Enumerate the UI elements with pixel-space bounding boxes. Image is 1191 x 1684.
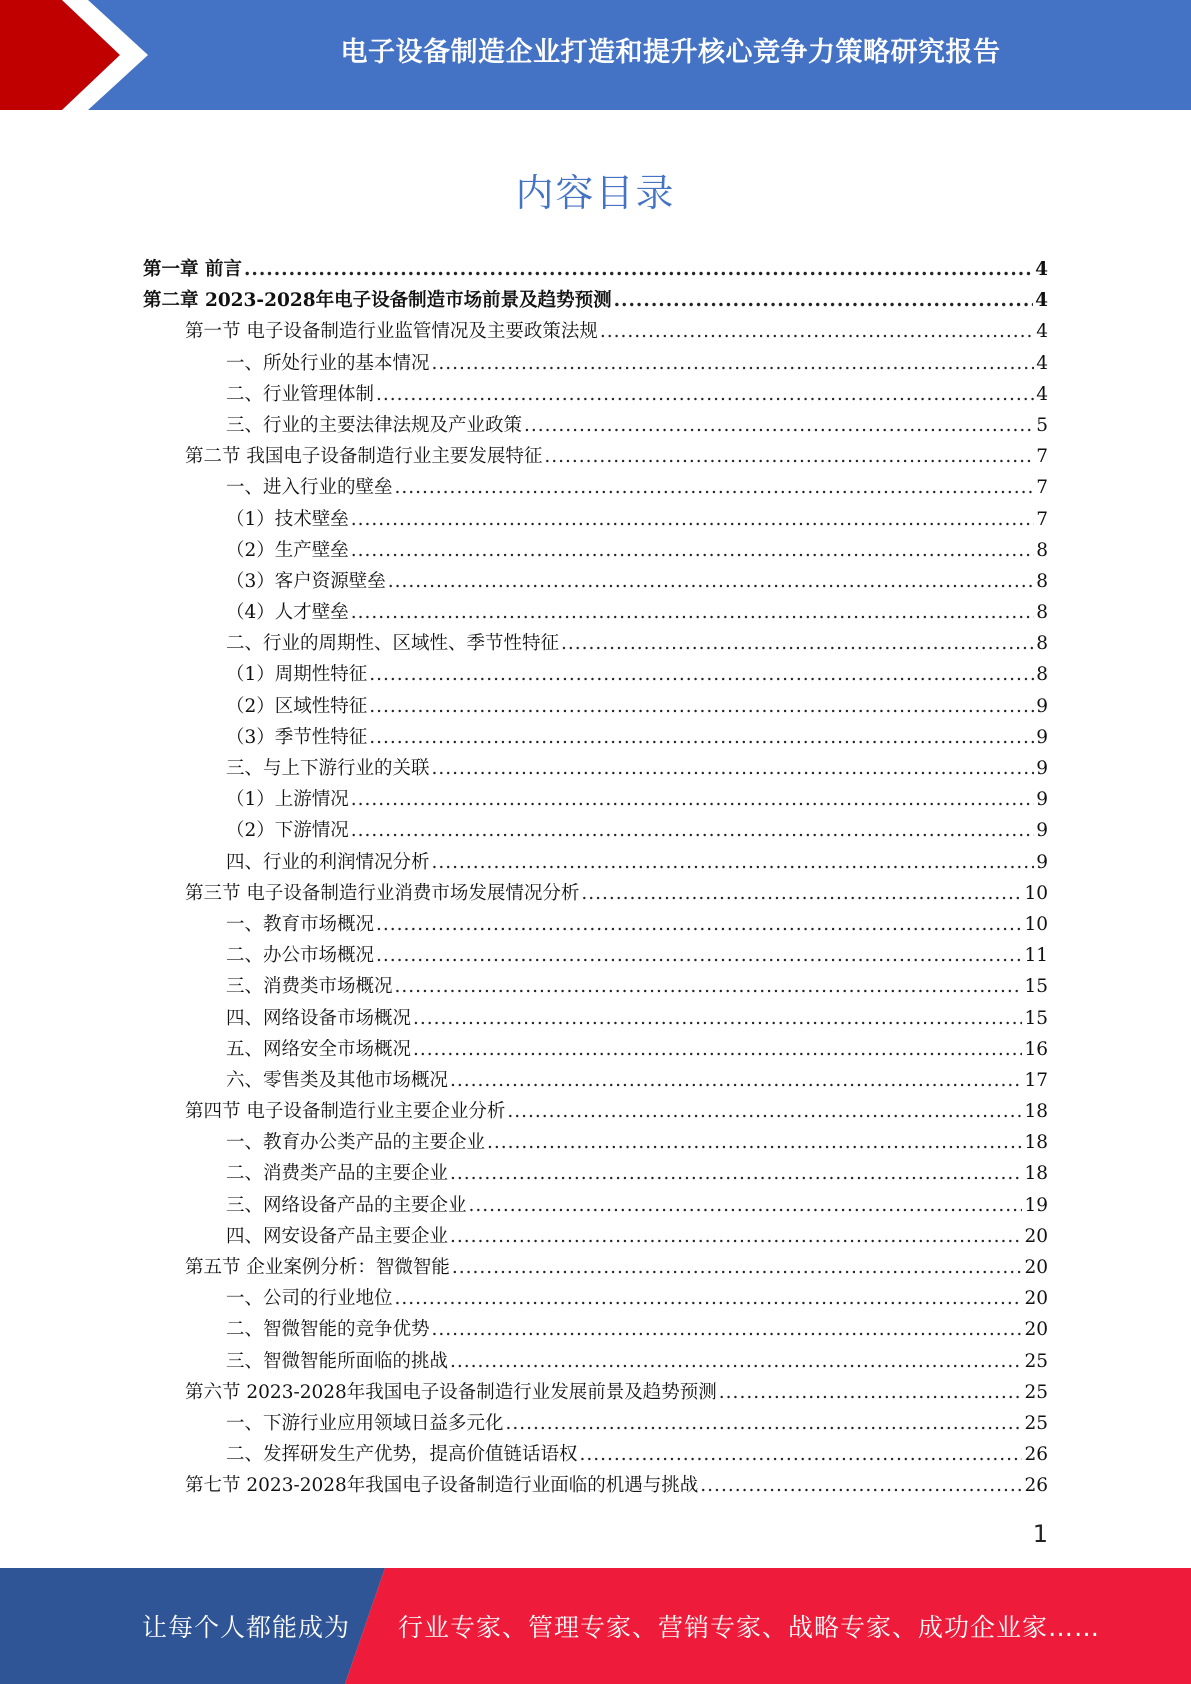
toc-entry-page: 8 xyxy=(1036,602,1048,624)
toc-entry-page: 7 xyxy=(1036,446,1048,468)
toc-entry-page: 10 xyxy=(1024,913,1048,935)
toc-dot-leader xyxy=(614,290,1034,311)
toc-entry[interactable] xyxy=(143,1159,1048,1190)
footer-slogan-right: 行业专家、管理专家、营销专家、战略专家、成功企业家…… xyxy=(398,1613,1101,1642)
toc-entry-page: 9 xyxy=(1036,789,1048,811)
toc-entry[interactable] xyxy=(143,1066,1048,1097)
toc-dot-leader xyxy=(561,633,1034,654)
toc-entry-label: 第二章 2023-2028年电子设备制造市场前景及趋势预测 xyxy=(143,290,612,312)
toc-dot-leader xyxy=(351,602,1034,623)
toc-entry[interactable] xyxy=(143,660,1048,691)
toc-dot-leader xyxy=(376,384,1034,405)
toc-dot-leader xyxy=(600,321,1034,342)
toc-entry[interactable] xyxy=(143,505,1048,536)
toc-entry-label: 五、网络安全市场概况 xyxy=(226,1038,412,1060)
footer-slogan-left: 让每个人都能成为 xyxy=(142,1613,351,1642)
toc-dot-leader xyxy=(432,353,1035,374)
toc-entry[interactable] xyxy=(143,1128,1048,1159)
toc-entry-page: 15 xyxy=(1024,976,1048,998)
toc-entry[interactable] xyxy=(143,411,1048,442)
toc-entry-page: 26 xyxy=(1024,1444,1048,1466)
toc-entry[interactable] xyxy=(143,380,1048,411)
page-header xyxy=(0,0,1191,110)
toc-dot-leader xyxy=(244,259,1033,280)
toc-dot-leader xyxy=(376,945,1022,966)
toc-entry-page: 25 xyxy=(1024,1381,1048,1403)
toc-entry-page: 8 xyxy=(1036,633,1048,655)
toc-dot-leader xyxy=(581,883,1022,904)
toc-entry[interactable] xyxy=(143,816,1048,847)
toc-entry-label: 第一章 前言 xyxy=(143,259,242,280)
toc-entry[interactable] xyxy=(143,723,1048,754)
toc-entry-page: 8 xyxy=(1036,570,1048,592)
table-of-contents xyxy=(143,255,1048,1503)
toc-entry[interactable] xyxy=(143,598,1048,629)
toc-entry-label: 二、消费类产品的主要企业 xyxy=(226,1163,449,1185)
toc-entry-page: 4 xyxy=(1035,290,1048,312)
toc-entry[interactable] xyxy=(143,910,1048,941)
toc-entry-label: 一、公司的行业地位 xyxy=(226,1288,393,1310)
toc-entry-page: 18 xyxy=(1024,1132,1048,1154)
toc-dot-leader xyxy=(413,1008,1022,1029)
toc-dot-leader xyxy=(395,1288,1023,1309)
toc-entry-page: 9 xyxy=(1036,820,1048,842)
toc-entry-label: 四、网络设备市场概况 xyxy=(226,1007,412,1029)
toc-entry-label: 第五节 企业案例分析：智微智能 xyxy=(185,1257,450,1278)
toc-entry-page: 20 xyxy=(1024,1288,1048,1310)
toc-entry-page: 9 xyxy=(1036,758,1048,779)
toc-dot-leader xyxy=(351,540,1034,561)
toc-entry-label: 三、网络设备产品的主要企业 xyxy=(226,1194,467,1216)
toc-entry[interactable] xyxy=(143,1222,1048,1253)
toc-entry-label: 二、行业管理体制 xyxy=(226,383,375,405)
toc-entry-page: 10 xyxy=(1024,882,1048,904)
toc-entry[interactable] xyxy=(143,692,1048,723)
toc-dot-leader xyxy=(524,415,1034,436)
toc-entry-page: 18 xyxy=(1024,1101,1048,1123)
toc-entry[interactable] xyxy=(143,941,1048,972)
toc-entry-label: （2）生产壁垒 xyxy=(226,539,349,561)
toc-dot-leader xyxy=(450,1163,1022,1184)
toc-entry-label: （2）下游情况 xyxy=(226,820,349,842)
toc-entry-label: （3）季节性特征 xyxy=(226,726,368,748)
toc-entry-page: 4 xyxy=(1035,259,1048,280)
toc-dot-leader xyxy=(719,1382,1023,1403)
toc-dot-leader xyxy=(388,571,1034,592)
toc-entry[interactable] xyxy=(143,1097,1048,1128)
toc-dot-leader xyxy=(351,820,1034,841)
toc-entry-label: 一、进入行业的壁垒 xyxy=(226,477,393,499)
toc-entry-label: 四、网安设备产品主要企业 xyxy=(226,1225,449,1247)
toc-entry-label: 一、所处行业的基本情况 xyxy=(226,352,430,374)
toc-entry-page: 26 xyxy=(1024,1475,1048,1497)
toc-entry-page: 5 xyxy=(1036,414,1048,436)
toc-entry-label: 第六节 2023-2028年我国电子设备制造行业发展前景及趋势预测 xyxy=(185,1381,717,1403)
toc-dot-leader xyxy=(580,1444,1023,1465)
toc-entry[interactable] xyxy=(143,1471,1048,1502)
toc-dot-leader xyxy=(487,1132,1022,1153)
toc-entry-label: （1）上游情况 xyxy=(226,789,349,811)
toc-dot-leader xyxy=(351,789,1034,810)
toc-dot-leader xyxy=(452,1257,1023,1278)
toc-dot-leader xyxy=(432,758,1035,779)
toc-entry-page: 9 xyxy=(1036,726,1048,748)
toc-entry-page: 25 xyxy=(1024,1412,1048,1434)
page-number: 1 xyxy=(1032,1520,1048,1548)
toc-entry-page: 7 xyxy=(1036,477,1048,499)
toc-dot-leader xyxy=(506,1413,1023,1434)
toc-entry-page: 19 xyxy=(1024,1194,1048,1216)
toc-entry[interactable] xyxy=(143,536,1048,567)
toc-entry-page: 17 xyxy=(1024,1069,1048,1091)
toc-entry-label: 二、智微智能的竞争优势 xyxy=(226,1319,430,1341)
toc-entry-page: 9 xyxy=(1036,695,1048,717)
header-red-chevron-decoration xyxy=(0,0,160,110)
toc-dot-leader xyxy=(369,727,1034,748)
toc-entry[interactable] xyxy=(143,255,1048,286)
toc-dot-leader xyxy=(432,852,1035,873)
toc-entry[interactable] xyxy=(143,1315,1048,1346)
toc-entry-label: （1）周期性特征 xyxy=(226,664,368,686)
toc-entry[interactable] xyxy=(143,1284,1048,1315)
toc-dot-leader xyxy=(450,1070,1022,1091)
toc-entry-label: （4）人才壁垒 xyxy=(226,602,349,624)
toc-dot-leader xyxy=(351,509,1034,530)
toc-entry-page: 18 xyxy=(1024,1163,1048,1185)
toc-entry-page: 15 xyxy=(1024,1007,1048,1029)
toc-entry[interactable] xyxy=(143,317,1048,348)
toc-entry-label: 三、与上下游行业的关联 xyxy=(226,758,430,779)
toc-entry[interactable] xyxy=(143,1409,1048,1440)
toc-dot-leader xyxy=(700,1475,1022,1496)
toc-entry-label: 六、零售类及其他市场概况 xyxy=(226,1069,449,1091)
toc-entry-label: 第二节 我国电子设备制造行业主要发展特征 xyxy=(185,446,543,468)
toc-entry-page: 20 xyxy=(1024,1257,1048,1278)
toc-entry-label: （1）技术壁垒 xyxy=(226,508,349,530)
toc-entry[interactable] xyxy=(143,1191,1048,1222)
toc-entry-label: 一、教育办公类产品的主要企业 xyxy=(226,1132,486,1154)
toc-entry[interactable] xyxy=(143,286,1048,317)
toc-entry[interactable] xyxy=(143,349,1048,380)
toc-entry-label: 一、教育市场概况 xyxy=(226,913,375,935)
header-title: 电子设备制造企业打造和提升核心竞争力策略研究报告 xyxy=(340,36,1001,68)
toc-entry-label: 二、发挥研发生产优势，提高价值链话语权 xyxy=(226,1444,578,1466)
toc-entry-label: （2）区域性特征 xyxy=(226,695,368,717)
toc-dot-leader xyxy=(413,1039,1022,1060)
toc-entry[interactable] xyxy=(143,473,1048,504)
toc-dot-leader xyxy=(369,664,1034,685)
toc-entry[interactable] xyxy=(143,754,1048,785)
toc-entry-page: 20 xyxy=(1024,1319,1048,1341)
toc-entry-page: 8 xyxy=(1036,664,1048,686)
toc-entry-page: 4 xyxy=(1036,321,1048,343)
toc-entry-label: 四、行业的利润情况分析 xyxy=(226,851,430,873)
toc-entry[interactable] xyxy=(143,1253,1048,1284)
toc-entry[interactable] xyxy=(143,1004,1048,1035)
toc-entry[interactable] xyxy=(143,629,1048,660)
toc-entry-label: 第四节 电子设备制造行业主要企业分析 xyxy=(185,1101,506,1123)
toc-entry-label: 二、办公市场概况 xyxy=(226,945,375,967)
toc-title: 内容目录 xyxy=(515,171,676,215)
toc-entry[interactable] xyxy=(143,972,1048,1003)
toc-entry[interactable] xyxy=(143,567,1048,598)
toc-entry-label: 三、行业的主要法律法规及产业政策 xyxy=(226,414,523,436)
toc-dot-leader xyxy=(450,1226,1022,1247)
toc-dot-leader xyxy=(432,1319,1023,1340)
toc-entry[interactable] xyxy=(143,1378,1048,1409)
toc-entry[interactable] xyxy=(143,879,1048,910)
toc-entry-page: 20 xyxy=(1024,1225,1048,1247)
toc-entry-label: 第一节 电子设备制造行业监管情况及主要政策法规 xyxy=(185,321,598,343)
toc-dot-leader xyxy=(376,914,1022,935)
toc-entry[interactable] xyxy=(143,1035,1048,1066)
toc-entry-label: 第三节 电子设备制造行业消费市场发展情况分析 xyxy=(185,882,580,904)
toc-entry[interactable] xyxy=(143,442,1048,473)
toc-entry-page: 11 xyxy=(1024,945,1048,967)
toc-entry-label: 三、智微智能所面临的挑战 xyxy=(226,1350,449,1372)
toc-dot-leader xyxy=(369,696,1034,717)
toc-entry-label: 一、下游行业应用领域日益多元化 xyxy=(226,1412,504,1434)
toc-entry-page: 25 xyxy=(1024,1350,1048,1372)
toc-dot-leader xyxy=(450,1351,1022,1372)
toc-entry-page: 7 xyxy=(1036,508,1048,530)
toc-entry[interactable] xyxy=(143,848,1048,879)
toc-entry-page: 4 xyxy=(1036,383,1048,405)
toc-dot-leader xyxy=(469,1195,1023,1216)
toc-entry-page: 9 xyxy=(1036,851,1048,873)
toc-dot-leader xyxy=(395,477,1035,498)
toc-entry[interactable] xyxy=(143,1347,1048,1378)
toc-entry-label: 二、行业的周期性、区域性、季节性特征 xyxy=(226,633,560,655)
toc-entry-page: 4 xyxy=(1036,352,1048,374)
toc-entry-label: 第七节 2023-2028年我国电子设备制造行业面临的机遇与挑战 xyxy=(185,1475,699,1497)
toc-dot-leader xyxy=(544,446,1034,467)
toc-entry-page: 8 xyxy=(1036,539,1048,561)
toc-entry[interactable] xyxy=(143,785,1048,816)
toc-entry-label: 三、消费类市场概况 xyxy=(226,976,393,998)
page-footer xyxy=(0,1568,1191,1684)
toc-entry[interactable] xyxy=(143,1440,1048,1471)
toc-dot-leader xyxy=(507,1101,1022,1122)
toc-entry-label: （3）客户资源壁垒 xyxy=(226,570,386,592)
toc-dot-leader xyxy=(395,976,1023,997)
toc-entry-page: 16 xyxy=(1024,1038,1048,1060)
